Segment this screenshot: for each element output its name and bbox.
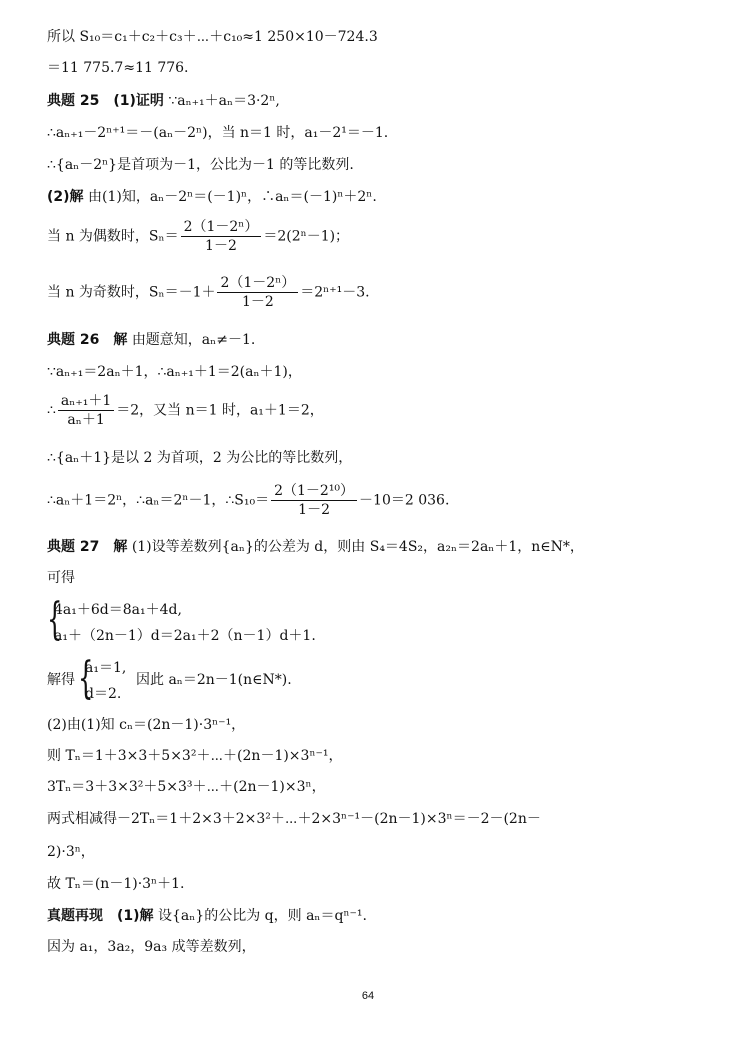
fraction bbox=[58, 392, 114, 429]
text-span: 由题意知，aₙ≠－1. bbox=[131, 332, 256, 348]
text-line: 则 Tₙ＝1＋3×3＋5×3²＋⋯＋(2n－1)×3ⁿ⁻¹， bbox=[47, 748, 343, 764]
problem-heading: 典题 27 解 bbox=[47, 539, 128, 555]
text-line: ∴{aₙ－2ⁿ}是首项为－1，公比为－1 的等比数列. bbox=[47, 157, 354, 173]
text-line: ∵aₙ₊₁＝2aₙ＋1，∴aₙ₊₁＋1＝2(aₙ＋1)， bbox=[47, 364, 302, 380]
numerator: 2（1－2ⁿ） bbox=[181, 218, 262, 237]
text-line: 解得 bbox=[47, 672, 75, 688]
text-line: ＝11 775.7≈11 776. bbox=[47, 60, 189, 76]
text-span: ∵aₙ₊₁＋aₙ＝3·2ⁿ, bbox=[168, 93, 280, 109]
text-span: ＝2(2ⁿ－1)； bbox=[263, 228, 350, 245]
fraction bbox=[181, 218, 262, 255]
text-line bbox=[47, 274, 370, 311]
text-line: 2)·3ⁿ， bbox=[47, 844, 95, 860]
equation-line: a₁＝1, bbox=[85, 660, 127, 676]
text-line bbox=[47, 906, 367, 926]
problem-heading: 典题 25 (1)证明 bbox=[47, 93, 164, 109]
text-span: 设{aₙ}的公比为 q，则 aₙ＝qⁿ⁻¹. bbox=[158, 908, 367, 924]
text-line: ∴aₙ₊₁－2ⁿ⁺¹＝－(aₙ－2ⁿ)，当 n＝1 时，a₁－2¹＝－1. bbox=[47, 125, 389, 141]
text-span: ∴aₙ＋1＝2ⁿ，∴aₙ＝2ⁿ－1，∴S₁₀＝ bbox=[47, 492, 270, 509]
text-span: －10＝2 036. bbox=[359, 492, 450, 509]
numerator: 2（1－2ⁿ） bbox=[217, 274, 298, 293]
text-span: ∴ bbox=[47, 402, 56, 419]
fraction bbox=[217, 274, 298, 311]
left-brace: { bbox=[78, 653, 94, 704]
page-number: 64 bbox=[361, 990, 375, 1002]
text-span: 当 n 为偶数时，Sₙ＝ bbox=[47, 228, 179, 245]
section-heading: 真题再现 (1)解 bbox=[47, 908, 154, 924]
text-line: 所以 S₁₀＝c₁＋c₂＋c₃＋⋯＋c₁₀≈1 250×10－724.3 bbox=[47, 29, 378, 45]
left-brace: { bbox=[47, 594, 63, 645]
text-line bbox=[47, 392, 324, 429]
numerator: 2（1－2¹⁰） bbox=[271, 482, 357, 501]
text-line bbox=[47, 482, 449, 519]
text-line: 可得 bbox=[47, 570, 75, 586]
equation-line: 4a₁＋6d＝8a₁＋4d, bbox=[54, 602, 182, 618]
text-span: ＝2，又当 n＝1 时，a₁＋1＝2， bbox=[116, 402, 324, 419]
text-line bbox=[47, 537, 584, 557]
numerator: aₙ₊₁＋1 bbox=[58, 392, 114, 411]
text-line: 因此 aₙ＝2n－1(n∈N*). bbox=[136, 672, 292, 688]
part-heading: (2)解 bbox=[47, 189, 84, 205]
text-line: ∴{aₙ＋1}是以 2 为首项，2 为公比的等比数列， bbox=[47, 450, 353, 466]
text-line: 故 Tₙ＝(n－1)·3ⁿ＋1. bbox=[47, 876, 185, 892]
text-span: 由(1)知，aₙ－2ⁿ＝(－1)ⁿ，∴aₙ＝(－1)ⁿ＋2ⁿ. bbox=[88, 189, 377, 205]
text-line bbox=[47, 330, 255, 350]
denominator: aₙ＋1 bbox=[67, 412, 105, 428]
denominator: 1－2 bbox=[241, 294, 274, 310]
text-line: 因为 a₁，3a₂，9a₃ 成等差数列， bbox=[47, 939, 256, 955]
text-line: 3Tₙ＝3＋3×3²＋5×3³＋⋯＋(2n－1)×3ⁿ， bbox=[47, 779, 326, 795]
fraction bbox=[271, 482, 357, 519]
text-line bbox=[47, 218, 349, 255]
text-span: ＝2ⁿ⁺¹－3. bbox=[300, 284, 370, 301]
text-line: (2)由(1)知 cₙ＝(2n－1)·3ⁿ⁻¹， bbox=[47, 717, 246, 733]
text-span: (1)设等差数列{aₙ}的公差为 d，则由 S₄＝4S₂，a₂ₙ＝2aₙ＋1，n∈N*， bbox=[131, 539, 584, 555]
denominator: 1－2 bbox=[205, 238, 237, 254]
problem-heading: 典题 26 解 bbox=[47, 332, 128, 348]
text-line bbox=[47, 91, 280, 111]
text-line: 两式相减得－2Tₙ＝1＋2×3＋2×3²＋⋯＋2×3ⁿ⁻¹－(2n－1)×3ⁿ＝－2－(2n－ bbox=[47, 811, 541, 827]
equation-line: d＝2. bbox=[85, 686, 122, 702]
text-line bbox=[47, 187, 377, 207]
text-span: 当 n 为奇数时，Sₙ＝－1＋ bbox=[47, 284, 216, 301]
equation-line: a₁＋（2n－1）d＝2a₁＋2（n－1）d＋1. bbox=[54, 628, 316, 644]
denominator: 1－2 bbox=[298, 502, 330, 518]
